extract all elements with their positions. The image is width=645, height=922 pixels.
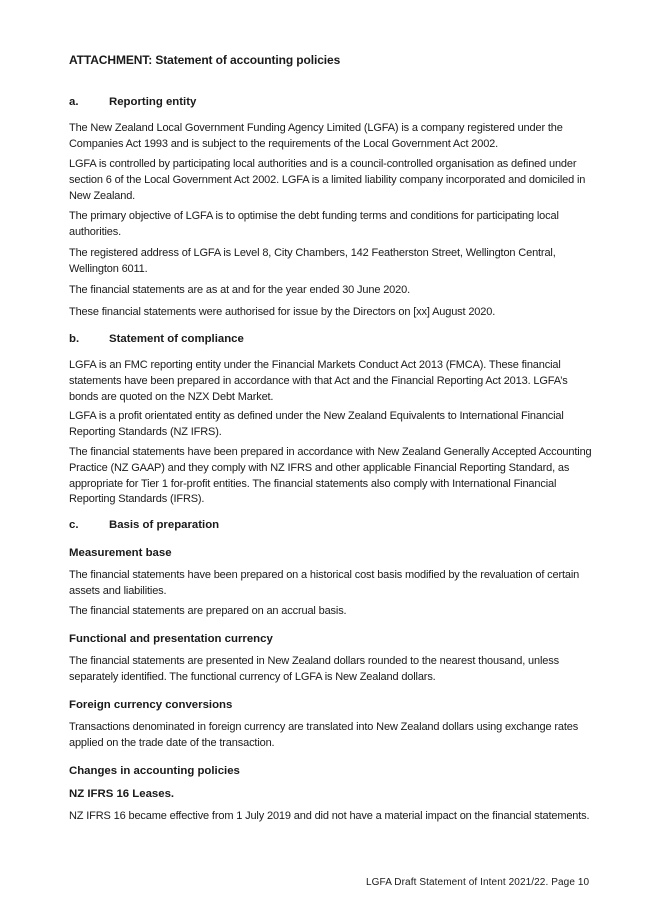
paragraph: The financial statements are presented in New Zealand dollars rounded to the nearest thousand, unless separately identified. The functional currency of LGFA is New Zealand dollars.: [69, 655, 559, 683]
paragraph: The financial statements have been prepared on a historical cost basis modified by the revaluation of certain assets and liabilities.: [69, 569, 580, 597]
page-title: ATTACHMENT: Statement of accounting policies: [69, 53, 341, 67]
subheading-measurement-base: Measurement base: [69, 547, 172, 559]
subheading-nz-ifrs-16: NZ IFRS 16 Leases.: [69, 788, 175, 800]
section-a-heading: [69, 96, 196, 108]
subheading-changes-in-policies: Changes in accounting policies: [69, 765, 240, 777]
section-b-heading: [69, 333, 244, 345]
page-footer: LGFA Draft Statement of Intent 2021/22. Page 10: [366, 877, 590, 888]
paragraph: Transactions denominated in foreign currency are translated into New Zealand dollars using exchange rates applied on the trade date of the transaction.: [69, 721, 579, 749]
paragraph: These financial statements were authorised for issue by the Directors on [xx] August 2020.: [69, 306, 496, 318]
section-title: Statement of compliance: [109, 333, 244, 345]
paragraph: LGFA is controlled by participating local authorities and is a council-controlled organisation as defined under section 6 of the Local Government Act 2002. LGFA is a limited liability company incorporated and domiciled in New Zealand.: [69, 158, 586, 202]
paragraph: The registered address of LGFA is Level 8, City Chambers, 142 Featherston Street, Wellington Central, Wellington 6011.: [69, 247, 556, 275]
paragraph: The financial statements are prepared on an accrual basis.: [69, 605, 347, 617]
section-letter: b.: [69, 333, 80, 345]
paragraph: NZ IFRS 16 became effective from 1 July 2019 and did not have a material impact on the financial statements.: [69, 810, 590, 822]
section-c-heading: [69, 519, 219, 531]
subheading-foreign-currency: Foreign currency conversions: [69, 699, 233, 711]
paragraph: The financial statements have been prepared in accordance with New Zealand Generally Accepted Accounting Practice (NZ GAAP) and they comply with NZ IFRS and other applicable Financial Reporting Standard, as appropriate for Tier 1 for-profit entities. The financial statements also comply with International Financial Reporting Standards (IFRS).: [69, 446, 592, 506]
paragraph: LGFA is a profit orientated entity as defined under the New Zealand Equivalents to International Financial Reporting Standards (NZ IFRS).: [69, 410, 564, 438]
subheading-functional-currency: Functional and presentation currency: [69, 633, 273, 645]
section-title: Reporting entity: [109, 96, 197, 108]
paragraph: The financial statements are as at and for the year ended 30 June 2020.: [69, 284, 410, 296]
section-letter: a.: [69, 96, 79, 108]
section-title: Basis of preparation: [109, 519, 220, 531]
paragraph: LGFA is an FMC reporting entity under the Financial Markets Conduct Act 2013 (FMCA). These financial statements have been prepared in accordance with that Act and the Financial Reporting Act 2013. LGFA’s bonds are quoted on the NZX Debt Market.: [69, 359, 568, 403]
paragraph: The New Zealand Local Government Funding Agency Limited (LGFA) is a company registered under the Companies Act 1993 and is subject to the requirements of the Local Government Act 2002.: [69, 122, 563, 150]
section-letter: c.: [69, 519, 79, 531]
paragraph: The primary objective of LGFA is to optimise the debt funding terms and conditions for participating local authorities.: [69, 210, 559, 238]
